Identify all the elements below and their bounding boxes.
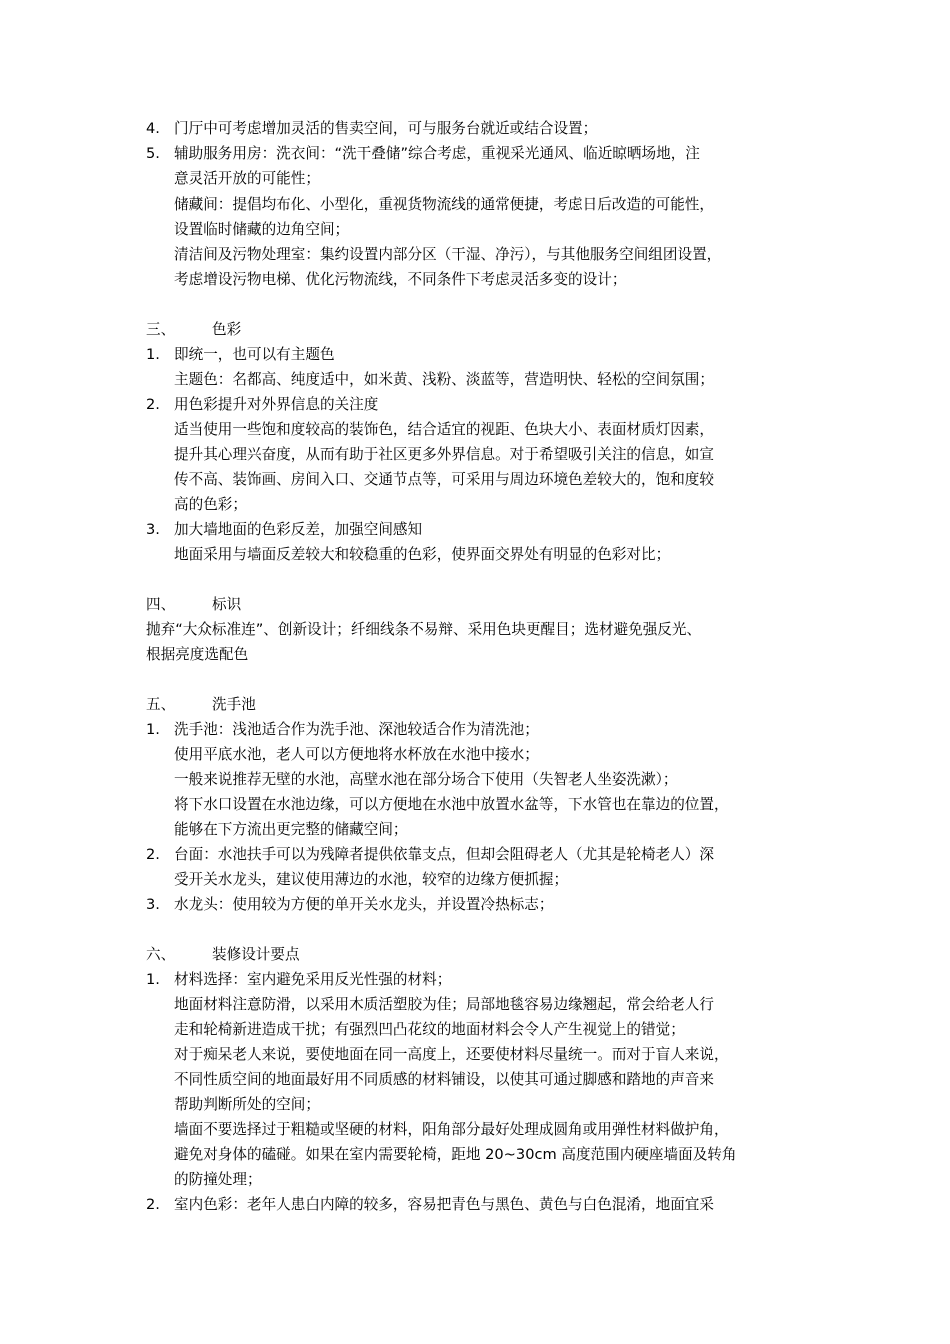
paragraph-text: 意灵活开放的可能性； xyxy=(174,170,320,187)
paragraph-text: 提升其心理兴奋度，从而有助于社区更多外界信息。对于希望吸引关注的信息，如宣 xyxy=(174,446,714,463)
item-number: 3. xyxy=(146,896,160,913)
paragraph-text: 地面采用与墙面反差较大和较稳重的色彩，使界面交界处有明显的色彩对比； xyxy=(174,546,671,563)
paragraph-text: 受开关水龙头，建议使用薄边的水池，较窄的边缘方便抓握； xyxy=(174,871,569,888)
section-number: 三、 xyxy=(146,321,176,338)
paragraph-text: 考虑增设污物电梯、优化污物流线，不同条件下考虑灵活多变的设计； xyxy=(174,271,627,288)
item-text: 即统一，也可以有主题色 xyxy=(174,346,335,363)
paragraph-text: 帮助判断所处的空间； xyxy=(174,1096,320,1113)
section-number: 六、 xyxy=(146,946,176,963)
paragraph-text: 清洁间及污物处理室：集约设置内部分区（干湿、净污），与其他服务空间组团设置， xyxy=(174,246,722,263)
paragraph-text: 使用平底水池，老人可以方便地将水杯放在水池中接水； xyxy=(174,746,539,763)
section-title: 标识 xyxy=(212,596,242,613)
item-number: 1. xyxy=(146,346,160,363)
section-title: 色彩 xyxy=(212,321,242,338)
item-text: 门厅中可考虑增加灵活的售卖空间，可与服务台就近或结合设置； xyxy=(174,120,598,137)
paragraph-text: 一般来说推荐无壁的水池，高壁水池在部分场合下使用（失智老人坐姿洗漱）； xyxy=(174,771,678,788)
paragraph-text: 地面材料注意防滑，以采用木质活塑胶为佳；局部地毯容易边缘翘起，常会给老人行 xyxy=(174,996,714,1013)
section-title: 装修设计要点 xyxy=(212,946,300,963)
paragraph-text: 对于痴呆老人来说，要使地面在同一高度上，还要使材料尽量统一。而对于盲人来说， xyxy=(174,1046,729,1063)
item-number: 4. xyxy=(146,120,160,137)
paragraph-text: 适当使用一些饱和度较高的装饰色，结合适宜的视距、色块大小、表面材质灯因素， xyxy=(174,421,714,438)
section-title: 洗手池 xyxy=(212,696,256,713)
item-number: 3. xyxy=(146,521,160,538)
item-number: 2. xyxy=(146,1196,160,1213)
item-text: 室内色彩：老年人患白内障的较多，容易把青色与黑色、黄色与白色混淆，地面宜采 xyxy=(174,1196,714,1213)
item-text: 水龙头：使用较为方便的单开关水龙头，并设置冷热标志； xyxy=(174,896,554,913)
item-number: 2. xyxy=(146,396,160,413)
paragraph-text: 将下水口设置在水池边缘，可以方便地在水池中放置水盆等，下水管也在靠边的位置， xyxy=(174,796,729,813)
paragraph-text: 抛弃“大众标准连”、创新设计；纤细线条不易辩、采用色块更醒目；选材避免强反光、 xyxy=(146,621,702,638)
paragraph-text: 走和轮椅新进造成干扰；有强烈凹凸花纹的地面材料会令人产生视觉上的错觉； xyxy=(174,1021,685,1038)
item-text: 洗手池：浅池适合作为洗手池、深池较适合作为清洗池； xyxy=(174,721,539,738)
item-text: 用色彩提升对外界信息的关注度 xyxy=(174,396,379,413)
item-number: 2. xyxy=(146,846,160,863)
paragraph-text: 的防撞处理； xyxy=(174,1171,262,1188)
paragraph-text: 能够在下方流出更完整的储藏空间； xyxy=(174,821,408,838)
paragraph-text: 根据亮度选配色 xyxy=(146,646,249,663)
paragraph-text: 主题色：名都高、纯度适中，如米黄、浅粉、淡蓝等，营造明快、轻松的空间氛围； xyxy=(174,371,714,388)
item-number: 1. xyxy=(146,721,160,738)
item-text: 材料选择：室内避免采用反光性强的材料； xyxy=(174,971,452,988)
paragraph-text: 墙面不要选择过于粗糙或坚硬的材料，阳角部分最好处理成圆角或用弹性材料做护角， xyxy=(174,1121,729,1138)
item-text: 加大墙地面的色彩反差，加强空间感知 xyxy=(174,521,423,538)
paragraph-text: 高的色彩； xyxy=(174,496,247,513)
section-number: 五、 xyxy=(146,696,176,713)
paragraph-text: 储藏间：提倡均布化、小型化，重视货物流线的通常便捷，考虑日后改造的可能性， xyxy=(174,196,714,213)
paragraph-text: 设置临时储藏的边角空间； xyxy=(174,221,350,238)
item-number: 1. xyxy=(146,971,160,988)
item-text: 辅助服务用房：洗衣间：“洗干叠储”综合考虑，重视采光通风、临近晾晒场地，注 xyxy=(174,145,700,162)
section-number: 四、 xyxy=(146,596,176,613)
paragraph-text: 传不高、装饰画、房间入口、交通节点等，可采用与周边环境色差较大的，饱和度较 xyxy=(174,471,714,488)
paragraph-text: 不同性质空间的地面最好用不同质感的材料铺设，以使其可通过脚感和踏地的声音来 xyxy=(174,1071,714,1088)
item-text: 台面：水池扶手可以为残障者提供依靠支点，但却会阻碍老人（尤其是轮椅老人）深 xyxy=(174,846,714,863)
paragraph-text: 避免对身体的磕碰。如果在室内需要轮椅，距地 20~30cm 高度范围内硬座墙面及转角 xyxy=(174,1146,737,1163)
item-number: 5. xyxy=(146,145,160,162)
